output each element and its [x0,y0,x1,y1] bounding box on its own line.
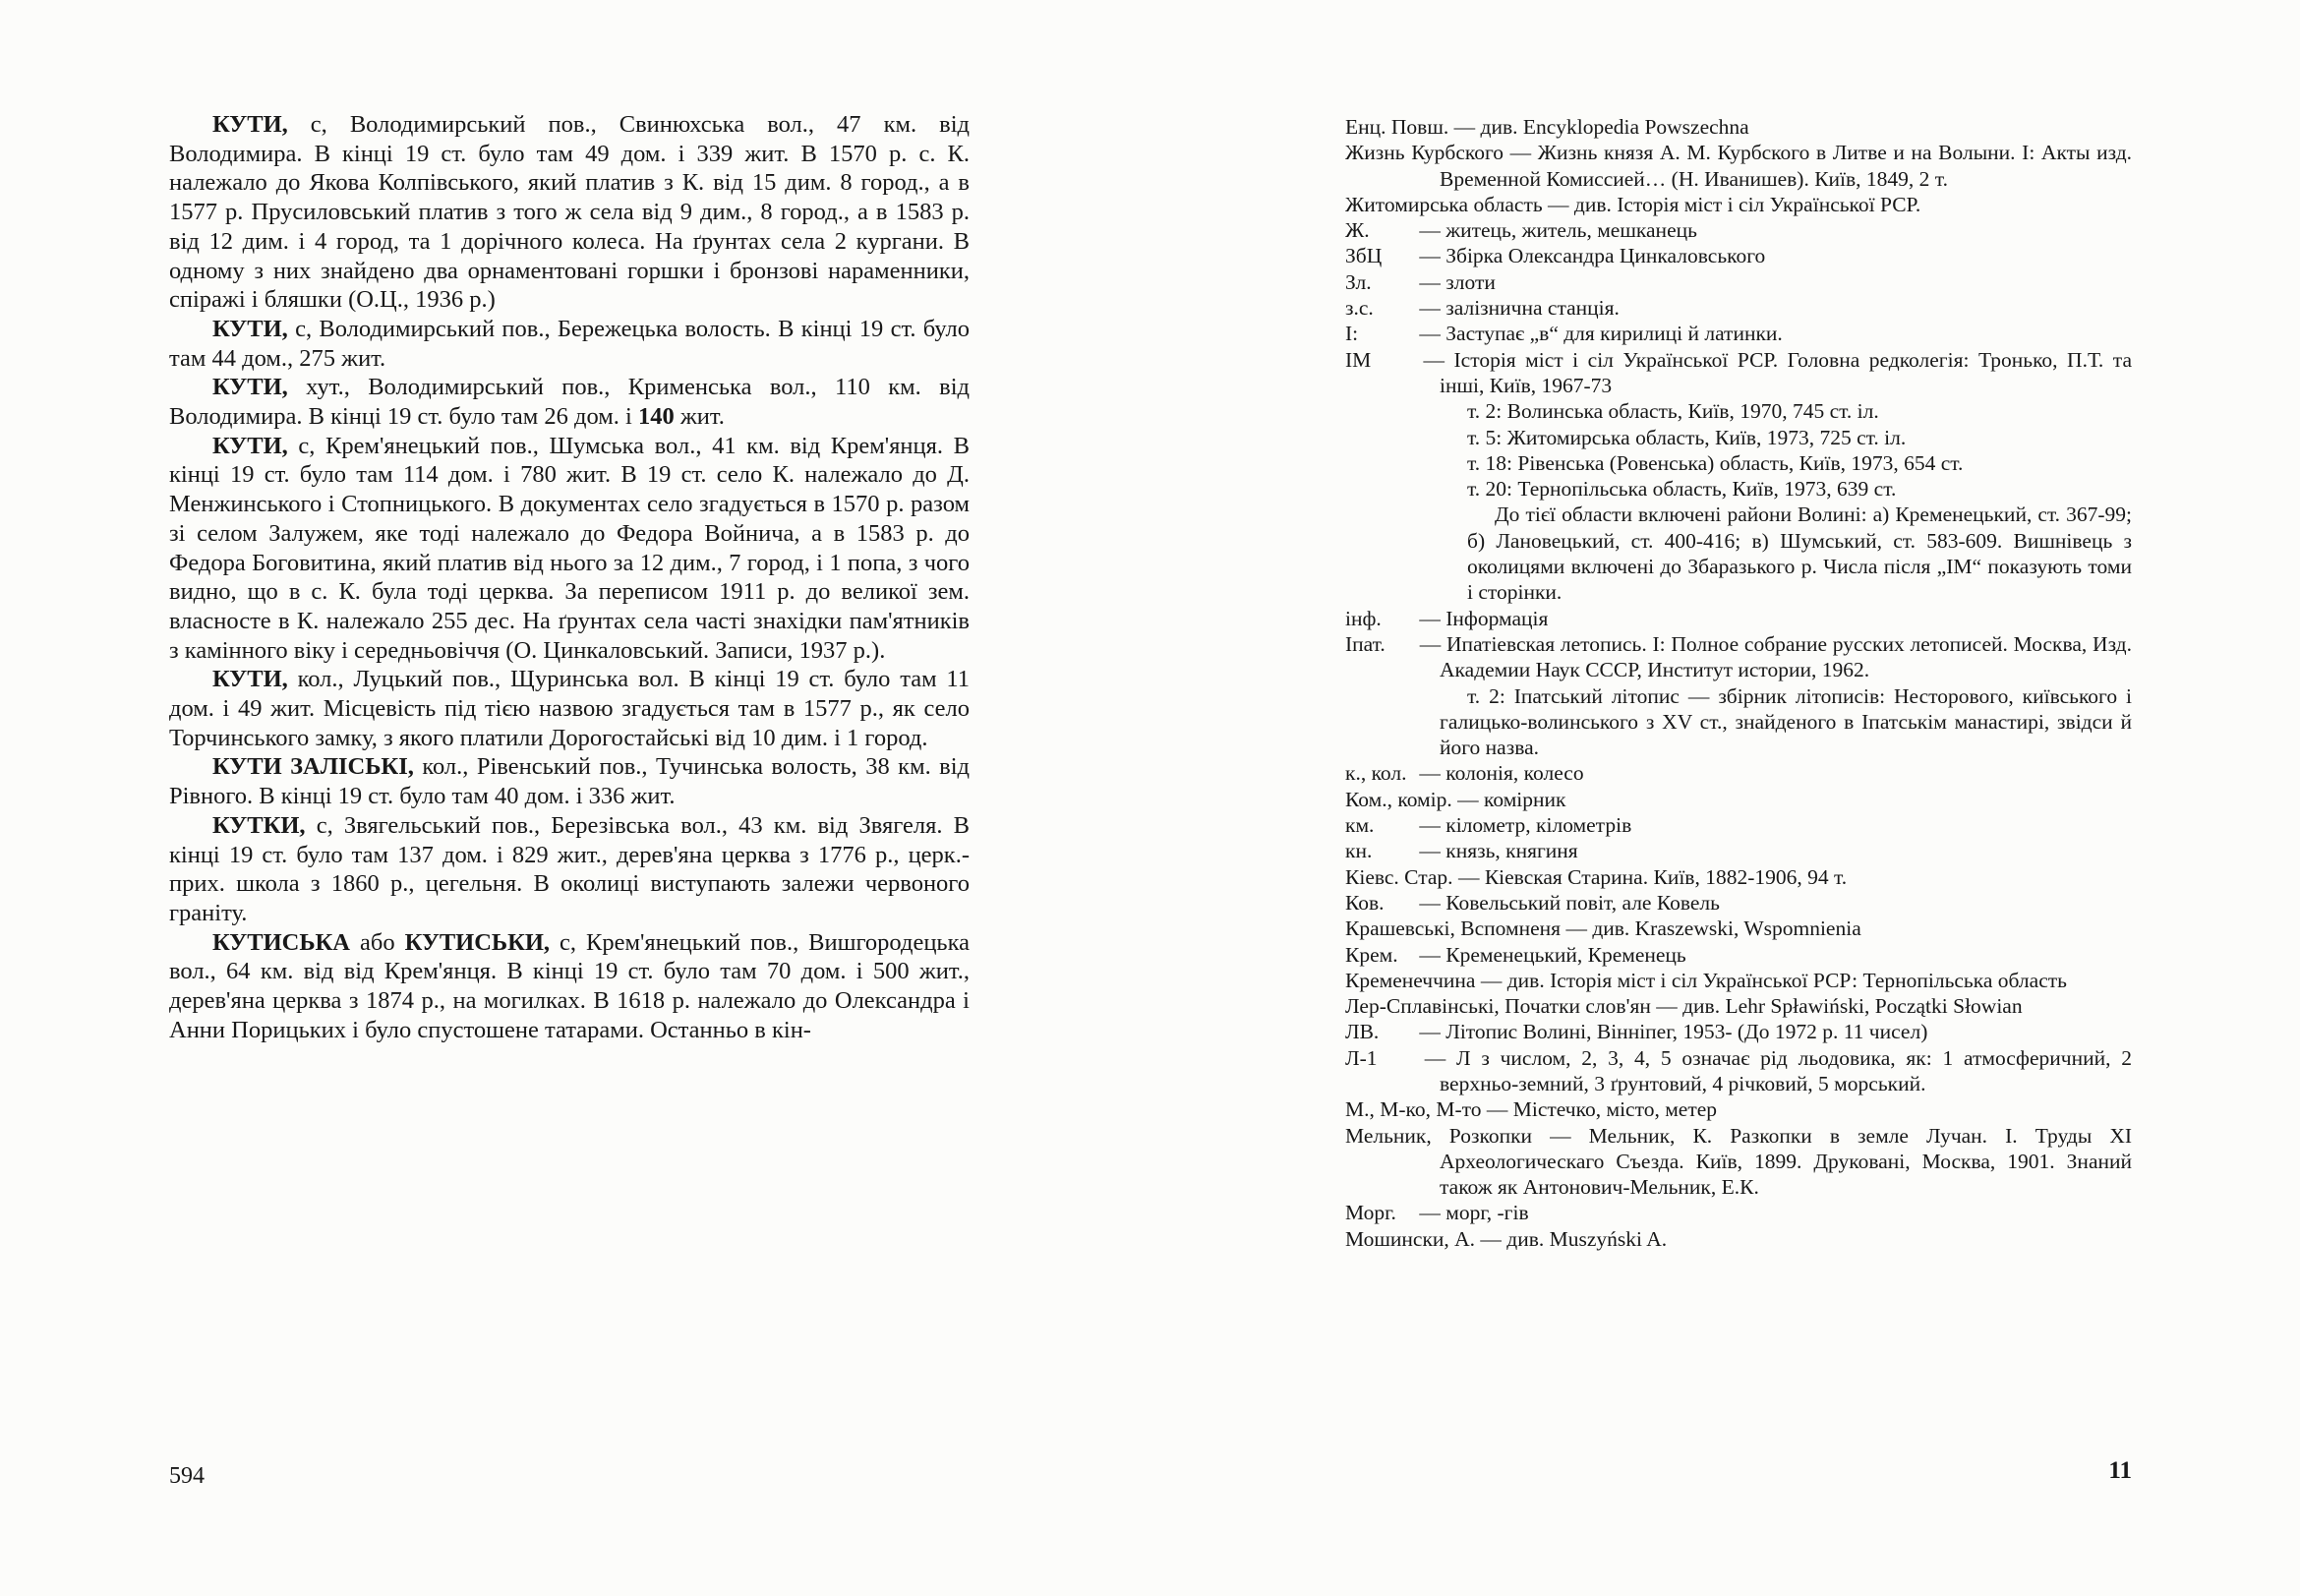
abbrev-definition: Історія міст і сіл Української РСР. Головна редколегія: Тронько, П.Т. та інші, Київ, 1967-73 [1440,347,2132,397]
entry-text: с, Володимирський пов., Свинюхська вол., 47 км. від Володимира. В кінці 19 ст. було там 49 дом. і 339 жит. В 1570 р. с. К. належало до Якова Колпівського, який платив з К. від 15 дим. 8 город., а в 1577 р. Прусиловський платив з того ж села від 9 дим., 8 город., а в 1583 р. від 12 дим. і 4 город, та 1 дорічного колеса. На ґрунтах села 2 кургани. В одному з них знайдено два орнаментовані горшки і бронзові нараменники, спіражі і бляшки (О.Ц., 1936 р.) [169,111,970,314]
abbrev-term: Крашевські, Вспомненя [1345,916,1562,941]
abbrev-term: Енц. Повш. [1345,115,1449,139]
abbrev-definition: див. Lehr Spławiński, Początki Słowian [1682,994,2023,1019]
entry-headword: КУТИ, [212,315,288,342]
abbrev-definition: див. Історія міст і сіл Української РСР. [1573,192,1921,216]
abbrev-entry: Кіевс. Стар. — Кіевская Старина. Київ, 1882-1906, 94 т. [1345,864,1848,889]
abbrev-entry: Морг. — морг, -гів [1345,1201,1529,1225]
abbrev-entry: інф. — Інформація [1345,606,1549,630]
abbrev-term: Житомирська область [1345,192,1543,216]
abbrev-term: кн. [1345,839,1373,863]
entry-paragraph [169,373,970,431]
abbrev-term: Л-1 [1345,1045,1378,1070]
entry-paragraph [169,752,970,810]
abbrev-note: т. 5: Житомирська область, Київ, 1973, 725 ст. іл. [1467,425,1907,449]
abbrev-term: ЗбЦ [1345,244,1383,268]
abbrev-definition: Збірка Олександра Цинкаловського [1445,244,1766,268]
entry-paragraph [169,432,970,666]
entry-text: жит. [674,403,725,431]
entry-headword: 140 [637,403,675,431]
abbrev-term: км. [1345,813,1375,838]
entry-headword: КУТИСЬКА [212,928,351,956]
left-page-text-column [169,110,970,1045]
abbrev-definition: злоти [1445,269,1496,294]
abbrev-note: т. 2: Іпатський літопис — збірник літописів: Несторового, київського і галицько-волинського з XV ст., знайденого в Іпатськім манастирі, звідси й його назва. [1440,683,2132,760]
entry-text: хут., Володимирський пов., Крименська вол., 110 км. від Володимира. В кінці 19 ст. було там 26 дом. і [169,374,970,431]
right-page-number: 11 [2108,1457,2132,1484]
abbrev-entry: Лер-Сплавінські, Початки слов'ян — див. Lehr Spławiński, Początki Słowian [1345,994,2023,1019]
abbrev-term: Зл. [1345,269,1372,294]
entry-headword: КУТИ, [212,374,288,401]
abbrev-note: До тієї области включені райони Волині: а) Кременецький, ст. 367-99; б) Лановецький, ст. 400-416; в) Шумський, ст. 583-609. Вишнівець з околицями включені до Збаразького р. Числа після „ІМ“ показують томи і сторінки. [1467,502,2132,605]
abbrev-note: т. 18: Рівенська (Ровенська) область, Київ, 1973, 654 ст. [1467,450,1964,475]
abbrev-term: Мошински, А. [1345,1226,1476,1251]
abbrev-term: ІМ [1345,347,1372,372]
right-page-text-column [1345,114,2132,1252]
abbrev-entry: км. — кілометр, кілометрів [1345,813,1632,838]
abbrev-term: Кіевс. Стар. [1345,864,1453,889]
abbrev-entry: Крашевські, Вспомненя — див. Kraszewski, Wspomnienia [1345,916,1861,941]
abbrev-definition: кілометр, кілометрів [1445,813,1632,838]
entry-headword: КУТИ, [212,432,288,459]
entry-text: с, Звягельський пов., Березівська вол., 43 км. від Звягеля. В кінці 19 ст. було там 137 дом. і 829 жит., дерев'яна церква з 1776 р., церк.-прих. школа з 1860 р., цегельня. В околиці виступають залежи червоного граніту. [169,811,970,926]
abbrev-definition: морг, -гів [1445,1201,1529,1225]
abbrev-term: Ж. [1345,218,1370,243]
abbrev-entry: ЗбЦ — Збірка Олександра Цинкаловського [1345,244,1766,268]
abbrev-definition: князь, княгиня [1445,839,1578,863]
entry-headword: КУТИ, [212,111,288,138]
abbrev-entry: Зл. — злоти [1345,269,1496,294]
abbrev-term: Ков. [1345,890,1385,915]
entry-headword: КУТИ ЗАЛІСЬКІ, [212,753,414,781]
abbrev-term: Кременеччина [1345,968,1476,992]
entry-headword: КУТИ, [212,666,288,693]
entry-headword: КУТКИ, [212,811,306,839]
abbrev-entry: М., М-ко, М-то — Містечко, місто, метер [1345,1097,1718,1122]
abbrev-term: Крем. [1345,942,1398,967]
abbrev-entry: Крем. — Кременецький, Кременець [1345,942,1686,967]
abbrev-term: к., кол. [1345,761,1407,786]
abbrev-definition: Ковельський повіт, але Ковель [1445,890,1720,915]
abbrev-term: Мельник, Розкопки [1345,1123,1533,1148]
abbrev-term: Жизнь Курбского [1345,141,1504,165]
entry-paragraph [169,811,970,928]
abbrev-note: т. 2: Волинська область, Київ, 1970, 745 ст. іл. [1467,399,1879,424]
abbrev-definition: Літопис Волині, Вінніпег, 1953- (До 1972 р. 11 чисел) [1445,1020,1928,1044]
abbrev-definition: Інформація [1445,606,1549,630]
abbrev-entry: Іпат. — Ипатіевская летопись. I: Полное собрание русских летописей. Москва, Изд. Академии Наук СССР, Институт истории, 1962. [1345,631,2132,682]
abbrev-term: Морг. [1345,1201,1396,1225]
abbrev-entry: кн. — князь, княгиня [1345,839,1578,863]
abbrev-definition: Ипатіевская летопись. I: Полное собрание русских летописей. Москва, Изд. Академии Наук СССР, Институт истории, 1962. [1440,631,2132,682]
abbrev-term: М., М-ко, М-то [1345,1097,1482,1122]
abbrev-definition: див. Kraszewski, Wspomnienia [1592,916,1861,941]
abbrev-definition: див. Encyklopedia Powszechna [1480,115,1749,139]
left-entries [169,110,970,1045]
abbrev-entry: Житомирська область — див. Історія міст і сіл Української РСР. [1345,192,1921,216]
abbrev-entry: ЛВ. — Літопис Волині, Вінніпег, 1953- (До 1972 р. 11 чисел) [1345,1020,1928,1044]
abbrev-entry: Жизнь Курбского — Жизнь князя А. М. Курбского в Литве и на Волыни. I: Акты изд. Временной Комиссией… (Н. Иванишев). Київ, 1849, 2 т. [1345,141,2133,191]
abbrev-definition: Кременецький, Кременець [1445,942,1686,967]
abbrev-note: т. 20: Тернопільська область, Київ, 1973, 639 ст. [1467,477,1897,502]
abbrev-term: з.с. [1345,296,1374,321]
abbrev-definition: комірник [1484,787,1566,811]
abbrev-definition: колонія, колесо [1445,761,1584,786]
abbrev-entry: к., кол. — колонія, колесо [1345,761,1584,786]
abbrev-definition: Жизнь князя А. М. Курбского в Литве и на Волыни. I: Акты изд. Временной Комиссией… (Н. Иванишев). Київ, 1849, 2 т. [1440,141,2133,191]
abbrev-definition: Містечко, місто, метер [1512,1097,1718,1122]
abbrev-term: інф. [1345,606,1382,630]
entry-headword: КУТИСЬКИ, [404,928,551,956]
abbrev-entry: Л-1 — Л з числом, 2, 3, 4, 5 означає рід льодовика, як: 1 атмосферичний, 2 верхньо-земний, 3 ґрунтовий, 4 річковий, 5 морський. [1345,1045,2132,1095]
abbrev-entry: Мельник, Розкопки — Мельник, К. Разкопки в земле Лучан. I. Труды XI Археологическаго Съезда. Київ, 1899. Друковані, Москва, 1901. Знаний також як Антонович-Мельник, Е.К. [1345,1123,2133,1200]
abbrev-entry: Ков. — Ковельський повіт, але Ковель [1345,890,1720,915]
abbrev-entry: І: — Заступає „в“ для кирилиці й латинки. [1345,322,1783,346]
entry-paragraph [169,110,970,315]
entry-text: кол., Рівенський пов., Тучинська волость, 38 км. від Рівного. В кінці 19 ст. було там 40 дом. і 336 жит. [169,753,970,810]
abbrev-list [1345,114,2132,1252]
abbrev-entry: з.с. — залізнична станція. [1345,296,1620,321]
abbrev-entry: Ком., комір. — комірник [1345,787,1566,811]
abbrev-term: Іпат. [1345,631,1386,656]
abbrev-term: ЛВ. [1345,1020,1380,1044]
abbrev-entry: Мошински, А. — див. Muszyński A. [1345,1226,1668,1251]
abbrev-definition: Заступає „в“ для кирилиці й латинки. [1445,322,1783,346]
entry-text: с, Володимирський пов., Бережецька волость. В кінці 19 ст. було там 44 дом., 275 жит. [169,315,970,372]
abbrev-definition: див. Історія міст і сіл Української РСР: Тернопільська область [1506,968,2067,992]
entry-paragraph [169,665,970,752]
abbrev-term: Ком., комір. [1345,787,1452,811]
abbrev-term: І: [1345,322,1359,346]
abbrev-definition: житець, житель, мешканець [1445,218,1697,243]
abbrev-entry: Енц. Повш. — див. Encyklopedia Powszechna [1345,115,1749,139]
abbrev-definition: див. Muszyński A. [1506,1226,1668,1251]
abbrev-term: Лер-Сплавінські, Початки слов'ян [1345,994,1651,1019]
abbrev-definition: Кіевская Старина. Київ, 1882-1906, 94 т. [1484,864,1848,889]
entry-paragraph [169,928,970,1045]
left-page-number: 594 [169,1463,205,1489]
abbrev-entry: ІМ — Історія міст і сіл Української РСР. Головна редколегія: Тронько, П.Т. та інші, Київ, 1967-73 [1345,347,2132,397]
abbrev-definition: Мельник, К. Разкопки в земле Лучан. I. Труды XI Археологическаго Съезда. Київ, 1899. Друковані, Москва, 1901. Знаний також як Антонович-Мельник, Е.К. [1440,1123,2133,1200]
entry-text: с, Крем'янецький пов., Вишгородецька вол., 64 км. від від Крем'янця. В кінці 19 ст. було там 70 дом. і 500 жит., дерев'яна церква з 1874 р., на могилках. В 1618 р. належало до Олександра і Анни Порицьких і було спустошене татарами. Останньо в кін- [169,928,971,1043]
entry-text: кол., Луцький пов., Щуринська вол. В кінці 19 ст. було там 11 дом. і 49 жит. Місцевість під тією назвою згадується там в 1577 р., як село Торчинського замку, з якого платили Дорогостайські від 10 дим. і 1 город. [169,666,970,751]
entry-paragraph [169,315,970,373]
abbrev-definition: залізнична станція. [1445,296,1620,321]
abbrev-definition: Л з числом, 2, 3, 4, 5 означає рід льодовика, як: 1 атмосферичний, 2 верхньо-земний, 3 ґрунтовий, 4 річковий, 5 морський. [1440,1045,2132,1095]
abbrev-entry: Кременеччина — див. Історія міст і сіл Української РСР: Тернопільська область [1345,968,2067,992]
entry-text: с, Крем'янецький пов., Шумська вол., 41 км. від Крем'янця. В кінці 19 ст. було там 114 дом. і 780 жит. В 19 ст. село К. належало до Д. Менжинського і Стопницького. В документах село згадується в 1570 р. разом зі селом Залужем, яке тоді належало до Федора Войнича, а в 1583 р. до Федора Боговитина, який платив від нього за 12 дим., 7 город, і 1 попа, з чого видно, що в с. К. була тоді церква. За переписом 1911 р. до великої зем. власносте в К. належало 255 дес. На ґрунтах села часті знахідки пам'ятників з камінного віку і середньовіччя (О. Цинкаловський. Записи, 1937 р.). [169,432,970,664]
entry-text: або [350,928,405,956]
abbrev-entry: Ж. — житець, житель, мешканець [1345,218,1697,243]
